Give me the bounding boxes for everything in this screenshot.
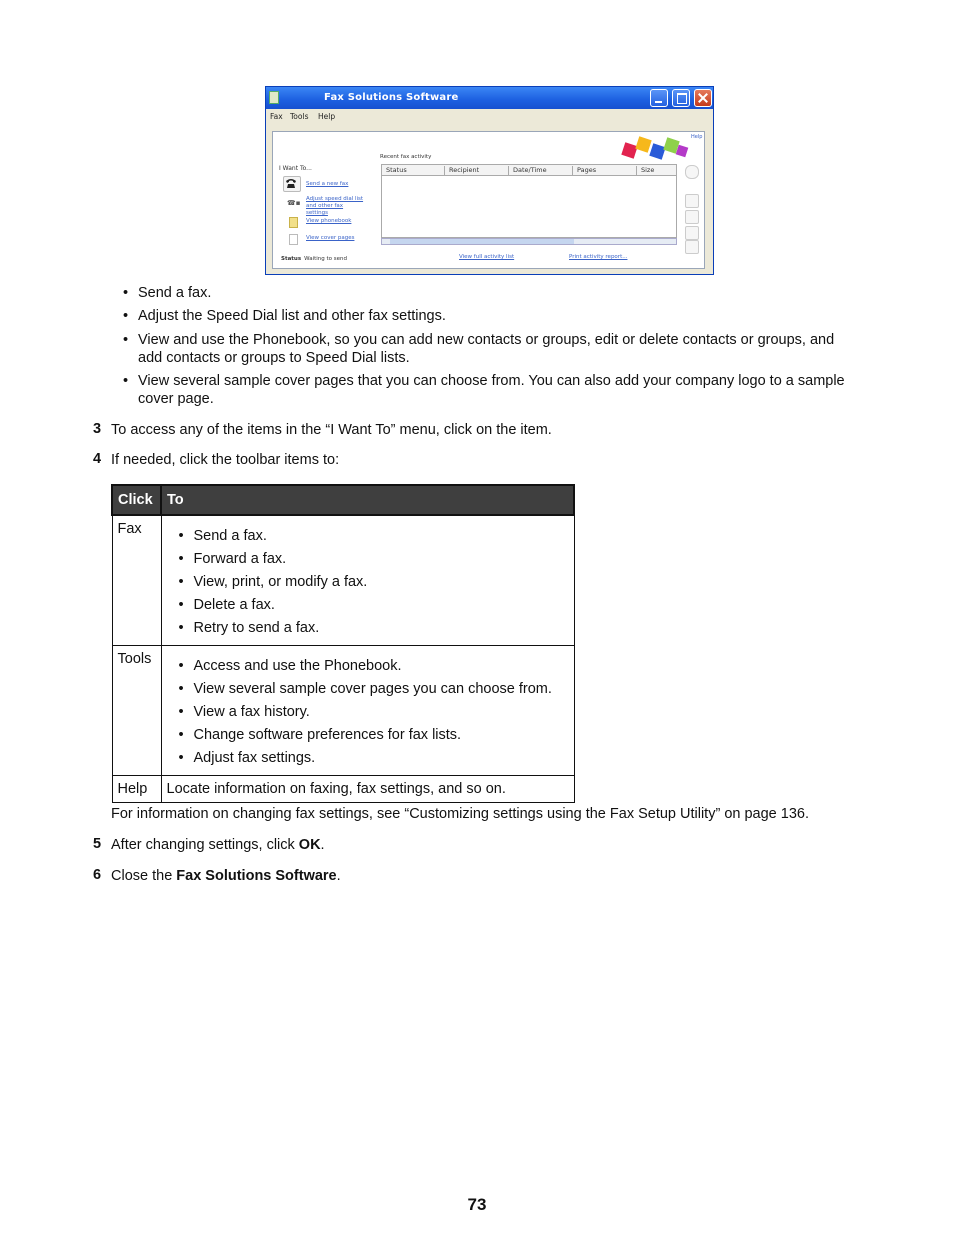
print-activity-link[interactable]: Print activity report... [569, 254, 628, 260]
toolbar-items-table [111, 484, 575, 803]
status-label: Status [281, 256, 302, 262]
refresh-icon[interactable] [685, 165, 699, 179]
view-full-activity-link[interactable]: View full activity list [459, 254, 515, 260]
step-6-pre: Close the [111, 868, 177, 884]
app-icon [269, 91, 279, 104]
edit-icon[interactable] [685, 226, 699, 240]
row-tools-actions [161, 646, 574, 776]
list-item: • Retry to send a fax. [194, 617, 569, 640]
table-row-tools [112, 646, 574, 776]
step-5-number: 5 [93, 836, 102, 852]
step-6-post: . [336, 868, 341, 884]
i-want-to-label: I Want To... [279, 165, 312, 172]
ok-label: OK [298, 837, 321, 853]
tools-actions-list [167, 651, 569, 770]
col-recipient[interactable]: Recipient [444, 166, 479, 176]
activity-grid-header [381, 164, 677, 176]
step-4-text: If needed, click the toolbar items to: [111, 452, 340, 468]
page-number: 73 [467, 1195, 487, 1214]
delete-icon[interactable] [685, 240, 699, 254]
horizontal-scrollbar[interactable] [381, 238, 677, 245]
menu-fax[interactable]: Fax [270, 112, 283, 121]
brand-blocks-logo [623, 134, 703, 162]
row-help-text: Locate information on faxing, fax settings, and so on. [161, 776, 574, 803]
step-3-number: 3 [93, 421, 102, 437]
bullet-cover-line2: cover page. [138, 391, 214, 407]
bullet-phonebook-line2: add contacts or groups to Speed Dial lists. [138, 350, 410, 366]
row-tools-label: Tools [112, 646, 161, 776]
table-row-fax [112, 515, 574, 646]
activity-grid-body[interactable] [381, 176, 677, 238]
window-titlebar [266, 87, 713, 109]
col-datetime[interactable]: Date/Time [508, 166, 547, 176]
status-line [281, 256, 347, 262]
corner-help-link[interactable]: Help [691, 134, 703, 140]
print-icon[interactable] [685, 210, 699, 224]
scrollbar-thumb[interactable] [390, 239, 574, 244]
close-button[interactable] [694, 89, 712, 107]
list-item: • Forward a fax. [194, 548, 569, 571]
step-6-text [111, 868, 341, 884]
step-5-text [111, 837, 325, 853]
col-pages[interactable]: Pages [572, 166, 596, 176]
list-item: • Adjust fax settings. [194, 747, 569, 770]
i-want-cover-pages-link[interactable]: View cover pages [306, 235, 355, 241]
recent-activity-label: Recent fax activity [380, 154, 432, 160]
header-click: Click [112, 485, 161, 515]
step-6-number: 6 [93, 867, 102, 883]
list-item: • Delete a fax. [194, 594, 569, 617]
menu-help[interactable]: Help [318, 112, 336, 121]
step-3-text: To access any of the items in the “I Want To” menu, click on the item. [111, 422, 552, 438]
menu-tools[interactable]: Tools [290, 112, 309, 121]
cover-page-icon [289, 234, 298, 245]
bullet-cover-pages [138, 372, 845, 408]
maximize-button[interactable] [672, 89, 690, 107]
step-5-pre: After changing settings, click [111, 837, 299, 853]
i-want-send-fax-link[interactable]: Send a new fax [306, 181, 349, 187]
row-fax-actions [161, 515, 574, 646]
col-status[interactable]: Status [386, 166, 407, 174]
view-icon[interactable] [685, 194, 699, 208]
phonebook-icon [289, 217, 298, 228]
list-item: • Access and use the Phonebook. [194, 655, 569, 678]
table-row-help [112, 776, 574, 803]
list-item: • View a fax history. [194, 701, 569, 724]
bullet-phonebook-line1: View and use the Phonebook, so you can add new contacts or groups, edit or delete contacts or groups, and [138, 332, 835, 348]
app-name-bold: Fax Solutions Software [176, 868, 337, 884]
menu-bar [266, 109, 713, 125]
header-to: To [161, 485, 574, 515]
i-want-speed-dial-link[interactable]: Adjust speed dial list and other fax settings [306, 196, 364, 216]
step-5-post: . [320, 837, 325, 853]
bullet-cover-line1: View several sample cover pages that you can choose from. You can also add your company logo to a sample [138, 373, 845, 389]
col-size[interactable]: Size [636, 166, 654, 176]
list-item: • View, print, or modify a fax. [194, 571, 569, 594]
fax-solutions-window [265, 86, 714, 275]
minimize-button[interactable] [650, 89, 668, 107]
list-item: • Change software preferences for fax lists. [194, 724, 569, 747]
i-want-phonebook-link[interactable]: View phonebook [306, 218, 352, 224]
main-panel [272, 131, 705, 269]
list-item: • View several sample cover pages you can choose from. [194, 678, 569, 701]
bullet-phonebook [138, 331, 834, 367]
row-help-label: Help [112, 776, 161, 803]
fax-actions-list [167, 521, 569, 640]
bullet-send-fax: • Send a fax. [138, 284, 211, 302]
info-paragraph: For information on changing fax settings, see “Customizing settings using the Fax Setup Utility” on page 136. [111, 806, 809, 822]
step-4-number: 4 [93, 451, 102, 467]
window-title: Fax Solutions Software [324, 92, 459, 103]
status-value: Waiting to send [304, 256, 348, 262]
phone-icon [283, 176, 301, 192]
row-fax-label: Fax [112, 515, 161, 646]
speed-dial-icon: ☎▪ [287, 199, 301, 207]
list-item: • Send a fax. [194, 525, 569, 548]
bullet-speed-dial: • Adjust the Speed Dial list and other fax settings. [138, 307, 446, 325]
table-header-row [112, 485, 574, 515]
